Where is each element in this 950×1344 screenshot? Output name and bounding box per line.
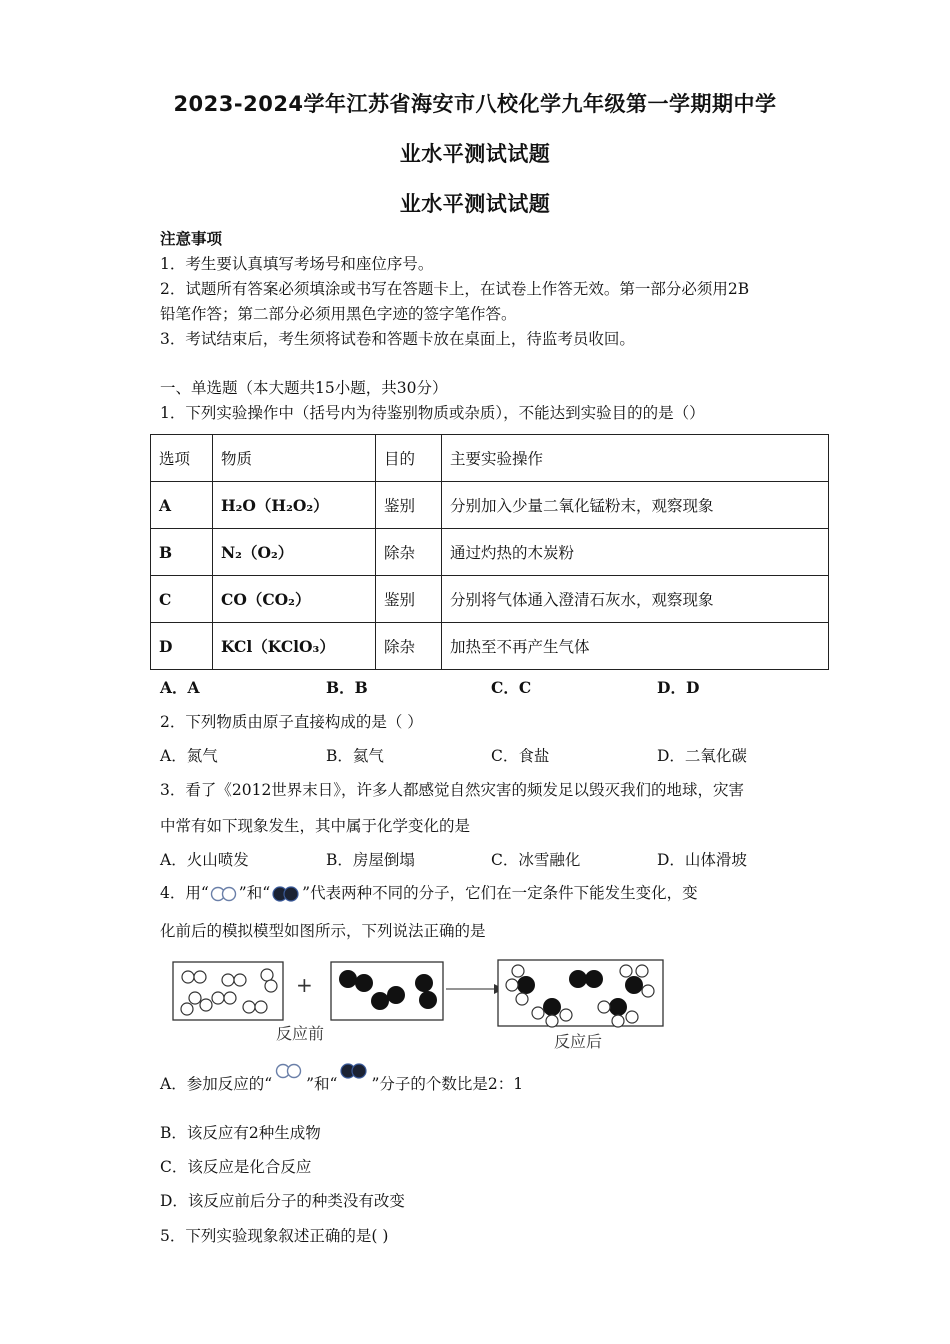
question-4-stem-line1 <box>160 881 698 903</box>
table-header-cell: 目的 <box>376 435 442 482</box>
table-row <box>151 576 829 623</box>
table-row <box>151 482 829 529</box>
table-cell: 分别将气体通入澄清石灰水，观察现象 <box>442 576 829 623</box>
table-cell: 加热至不再产生气体 <box>442 623 829 670</box>
question-1-option-a[interactable]: A．A <box>160 678 200 697</box>
white-molecule-icon <box>209 885 239 903</box>
question-1-stem: 1．下列实验操作中（括号内为待鉴别物质或杂质），不能达到实验目的的是（） <box>160 404 705 422</box>
notes-item: 2．试题所有答案必须填涂或书写在答题卡上，在试卷上作答无效。第一部分必须用2B <box>160 280 750 298</box>
notes-item: 3．考试结束后，考生须将试卷和答题卡放在桌面上，待监考员收回。 <box>160 330 635 348</box>
option-a-text: A．参加反应的“ <box>160 1075 273 1093</box>
option-a-text: ”和“ <box>306 1075 338 1093</box>
label-after: 反应后 <box>554 1032 603 1051</box>
question-3-stem-line2: 中常有如下现象发生，其中属于化学变化的是 <box>160 817 471 835</box>
question-3-option-d[interactable]: D．山体滑坡 <box>657 851 747 869</box>
table-cell: A <box>151 482 213 529</box>
question-2-stem: 2．下列物质由原子直接构成的是（ ） <box>160 713 423 731</box>
table-cell: 鉴别 <box>376 482 442 529</box>
table-row <box>151 529 829 576</box>
black-molecule-icon <box>270 885 302 903</box>
section-heading: 一、单选题（本大题共15小题，共30分） <box>160 379 448 397</box>
question-5-stem: 5．下列实验现象叙述正确的是( ) <box>160 1227 389 1245</box>
label-before: 反应前 <box>276 1024 325 1043</box>
page-title-line2: 业水平测试试题 <box>399 142 551 166</box>
question-1-table <box>150 434 829 670</box>
question-4-option-d[interactable]: D．该反应前后分子的种类没有改变 <box>160 1192 405 1210</box>
table-header-cell: 主要实验操作 <box>442 435 829 482</box>
question-2-option-c[interactable]: C．食盐 <box>491 747 550 765</box>
table-cell: D <box>151 623 213 670</box>
table-cell: C <box>151 576 213 623</box>
black-molecule-icon <box>337 1062 371 1086</box>
question-4-stem-text: ”代表两种不同的分子，它们在一定条件下能发生变化，变 <box>302 884 698 902</box>
question-4-option-b[interactable]: B．该反应有2种生成物 <box>160 1124 321 1142</box>
table-header-cell: 物质 <box>213 435 376 482</box>
question-1-option-d[interactable]: D．D <box>657 678 700 697</box>
table-cell: KCl（KClO₃） <box>213 623 376 670</box>
table-header-cell: 选项 <box>151 435 213 482</box>
table-cell: 除杂 <box>376 623 442 670</box>
question-3-stem-line1: 3．看了《2012世界末日》，许多人都感觉自然灾害的频发足以毁灭我们的地球，灾害 <box>160 781 745 799</box>
table-cell: N₂（O₂） <box>213 529 376 576</box>
table-cell: H₂O（H₂O₂） <box>213 482 376 529</box>
question-2-option-a[interactable]: A．氮气 <box>160 747 218 765</box>
page-title-line1: 2023-2024学年江苏省海安市八校化学九年级第一学期期中学 <box>173 92 777 116</box>
table-cell: 除杂 <box>376 529 442 576</box>
white-molecule-icon <box>272 1062 306 1086</box>
table-cell: 分别加入少量二氧化锰粉末，观察现象 <box>442 482 829 529</box>
question-4-option-c[interactable]: C．该反应是化合反应 <box>160 1158 312 1176</box>
notes-item: 1．考生要认真填写考场号和座位序号。 <box>160 255 434 273</box>
table-header-row <box>151 435 829 482</box>
option-a-text: ”分子的个数比是2：1 <box>371 1075 524 1093</box>
question-2-option-d[interactable]: D．二氧化碳 <box>657 747 747 765</box>
table-cell: 通过灼热的木炭粉 <box>442 529 829 576</box>
reaction-model-diagram <box>168 955 668 1055</box>
question-3-option-a[interactable]: A．火山喷发 <box>160 851 249 869</box>
table-cell: CO（CO₂） <box>213 576 376 623</box>
table-cell: 鉴别 <box>376 576 442 623</box>
question-4-option-a[interactable] <box>160 1072 523 1094</box>
plus-sign: + <box>296 973 313 997</box>
question-3-option-c[interactable]: C．冰雪融化 <box>491 851 581 869</box>
question-2-option-b[interactable]: B．氦气 <box>326 747 384 765</box>
question-3-option-b[interactable]: B．房屋倒塌 <box>326 851 415 869</box>
question-1-option-b[interactable]: B．B <box>326 678 368 697</box>
question-4-stem-text: 4．用“ <box>160 884 209 902</box>
page-title-line3: 业水平测试试题 <box>399 192 551 216</box>
table-cell: B <box>151 529 213 576</box>
table-row <box>151 623 829 670</box>
question-4-stem-text: ”和“ <box>238 884 271 902</box>
question-1-option-c[interactable]: C．C <box>491 678 532 697</box>
notes-item: 铅笔作答；第二部分必须用黑色字迹的签字笔作答。 <box>160 305 517 323</box>
notes-heading: 注意事项 <box>160 229 223 248</box>
question-4-stem-line2: 化前后的模拟模型如图所示，下列说法正确的是 <box>160 922 486 940</box>
